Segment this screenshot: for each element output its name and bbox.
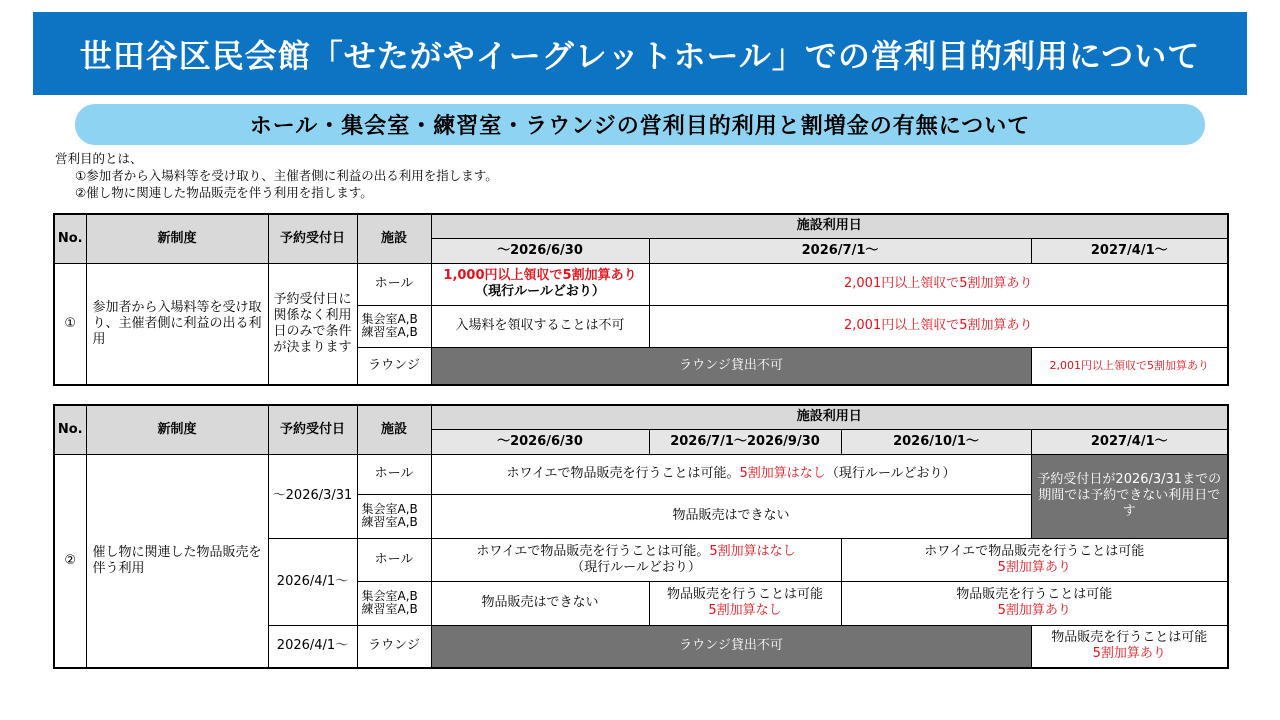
facility-practice-room: 練習室A,B — [361, 602, 418, 616]
system-description: 催し物に関連した物品販売を伴う利用 — [86, 454, 268, 668]
header-system: 新制度 — [86, 214, 268, 263]
period-header: 2027/4/1～ — [1031, 429, 1228, 454]
sales-possible-text: 物品販売を行うことは可能 — [956, 587, 1113, 602]
cell-hall-p1 — [431, 263, 649, 305]
facility-meeting-room: 集会室A,B — [361, 502, 418, 516]
cell-c-lounge-unavailable: ラウンジ貸出不可 — [431, 625, 1031, 668]
facility-practice-room: 練習室A,B — [361, 515, 418, 529]
surcharge-note: 1,000円以上領収で5割加算あり — [443, 268, 637, 283]
facility-hall: ホール — [357, 454, 431, 494]
cell-lounge-unavailable: ラウンジ貸出不可 — [431, 347, 1031, 385]
cell-b-hall-p34 — [841, 538, 1228, 581]
cell-c-lounge-p4 — [1031, 625, 1228, 668]
no-surcharge-text: 5割加算はなし — [739, 466, 826, 481]
reception-period-b: 2026/4/1～ — [268, 538, 357, 625]
facility-rooms — [357, 581, 431, 625]
row-number: ② — [54, 454, 86, 668]
header-usage-date: 施設利用日 — [431, 214, 1228, 238]
table-merchandise-sales — [53, 404, 1229, 669]
cell-a-room: 物品販売はできない — [431, 494, 1031, 538]
surcharge-text: 5割加算あり — [1092, 646, 1166, 662]
cell-b-room-p1: 物品販売はできない — [431, 581, 649, 625]
current-rule-text: （現行ルールどおり） — [571, 559, 701, 575]
table-admission-fee — [53, 213, 1229, 386]
sales-possible-text: ホワイエで物品販売を行うことは可能 — [924, 543, 1145, 559]
page-title: 世田谷区民会館「せたがやイーグレットホール」での営利目的利用について — [33, 12, 1247, 95]
reception-period-c: 2026/4/1～ — [268, 625, 357, 668]
facility-meeting-room: 集会室A,B — [361, 312, 418, 326]
facility-practice-room: 練習室A,B — [361, 325, 418, 339]
sales-possible-text: 物品販売を行うことは可能 — [1051, 630, 1208, 646]
facility-lounge: ラウンジ — [357, 347, 431, 385]
period-header: 2027/4/1～ — [1031, 238, 1228, 263]
period-header: 2026/7/1～ — [649, 238, 1031, 263]
cell-b-hall-p12 — [431, 538, 841, 581]
cell-hall-p23: 2,001円以上領収で5割加算あり — [649, 263, 1228, 305]
intro-line-1: 営利目的とは、 — [55, 151, 143, 166]
header-system: 新制度 — [86, 405, 268, 454]
reception-period-a: ～2026/3/31 — [268, 454, 357, 538]
header-facility: 施設 — [357, 214, 431, 263]
cell-b-room-p2 — [649, 581, 841, 625]
no-surcharge-text: 5割加算はなし — [709, 543, 796, 559]
period-header: ～2026/6/30 — [431, 429, 649, 454]
cell-lounge-p3: 2,001円以上領収で5割加算あり — [1031, 347, 1228, 385]
no-surcharge-text: 5割加算なし — [708, 603, 782, 618]
surcharge-text: 5割加算あり — [997, 603, 1071, 618]
facility-lounge: ラウンジ — [357, 625, 431, 668]
period-header: ～2026/6/30 — [431, 238, 649, 263]
facility-rooms — [357, 305, 431, 347]
cell-room-p1: 入場料を領収することは不可 — [431, 305, 649, 347]
facility-hall: ホール — [357, 538, 431, 581]
facility-hall: ホール — [357, 263, 431, 305]
facility-rooms — [357, 494, 431, 538]
header-reception: 予約受付日 — [268, 214, 357, 263]
sales-possible-text: ホワイエで物品販売を行うことは可能。 — [476, 543, 710, 559]
current-rule-note: （現行ルールどおり） — [475, 284, 605, 299]
reception-condition: 予約受付日に関係なく利用日のみで条件が決まります — [268, 263, 357, 385]
period-header: 2026/10/1～ — [841, 429, 1031, 454]
intro-line-2: ①参加者から入場料等を受け取り、主催者側に利益の出る利用を指します。 — [75, 168, 498, 183]
header-reception: 予約受付日 — [268, 405, 357, 454]
sales-possible-text: ホワイエで物品販売を行うことは可能。 — [506, 466, 740, 481]
header-no: No. — [54, 214, 86, 263]
header-no: No. — [54, 405, 86, 454]
header-usage-date: 施設利用日 — [431, 405, 1228, 429]
cell-b-room-p34 — [841, 581, 1228, 625]
current-rule-text: （現行ルールどおり） — [825, 466, 956, 481]
section-subtitle: ホール・集会室・練習室・ラウンジの営利目的利用と割増金の有無について — [75, 104, 1205, 145]
cell-room-p23: 2,001円以上領収で5割加算あり — [649, 305, 1228, 347]
system-description: 参加者から入場料等を受け取り、主催者側に利益の出る利用 — [86, 263, 268, 385]
surcharge-text: 5割加算あり — [997, 559, 1071, 575]
cell-a-hall — [431, 454, 1031, 494]
intro-line-3: ②催し物に関連した物品販売を伴う利用を指します。 — [75, 185, 373, 200]
row-number: ① — [54, 263, 86, 385]
header-facility: 施設 — [357, 405, 431, 454]
facility-meeting-room: 集会室A,B — [361, 589, 418, 603]
cell-a-unavailable-2027: 予約受付日が2026/3/31までの期間では予約できない利用日です — [1031, 454, 1228, 538]
sales-possible-text: 物品販売を行うことは可能 — [666, 587, 823, 602]
period-header: 2026/7/1～2026/9/30 — [649, 429, 841, 454]
intro-text — [55, 150, 498, 201]
